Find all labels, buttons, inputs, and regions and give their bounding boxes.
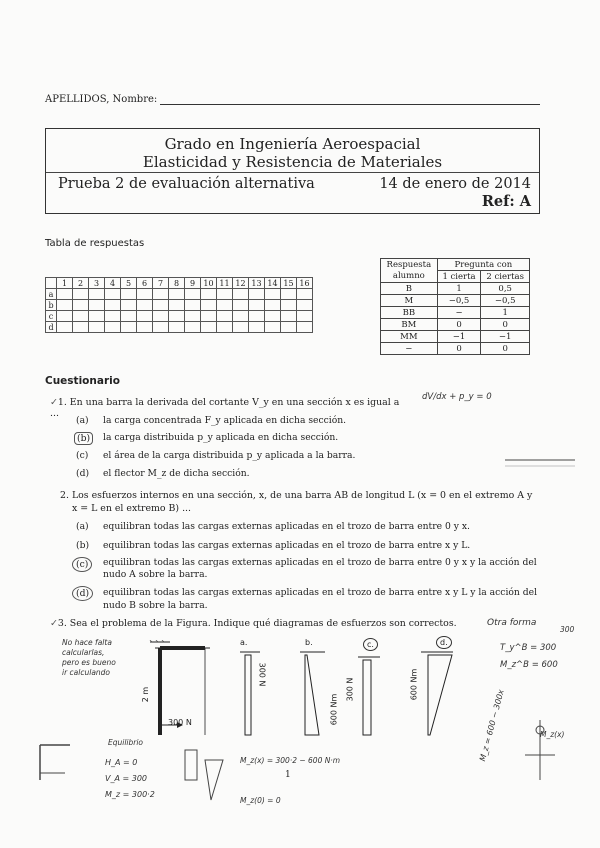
answer-cell[interactable] <box>281 300 297 311</box>
answer-cell[interactable] <box>137 322 153 333</box>
answer-cell[interactable] <box>105 322 121 333</box>
answer-cell[interactable] <box>105 300 121 311</box>
answer-cell[interactable] <box>121 311 137 322</box>
answer-cell[interactable] <box>153 300 169 311</box>
answer-cell[interactable] <box>217 300 233 311</box>
answer-row-label: d <box>46 322 57 333</box>
note-mz-right: M_z = 600 − 300x <box>478 688 506 763</box>
q3-text: Sea el problema de la Figura. Indique qué diagramas de esfuerzos son correctos. <box>69 618 457 629</box>
diagram-c <box>355 655 385 740</box>
answer-cell[interactable] <box>201 322 217 333</box>
q2-line1 <box>60 490 540 501</box>
answer-cell[interactable] <box>89 322 105 333</box>
sketch-mid <box>175 745 235 815</box>
answer-cell[interactable] <box>89 300 105 311</box>
note-eq-title: Equilibrio <box>108 738 144 747</box>
scoring-cell: −1 <box>481 331 530 343</box>
answer-col-header: 14 <box>265 278 281 289</box>
note-otra-forma: Otra forma <box>487 618 537 628</box>
degree-title: Grado en Ingeniería Aeroespacial <box>164 135 421 153</box>
answer-cell[interactable] <box>185 300 201 311</box>
scoring-table <box>380 258 530 355</box>
q1-text: En una barra la derivada del cortante V_y en una sección x es igual a ... <box>50 397 400 419</box>
answer-cell[interactable] <box>233 300 249 311</box>
exam-title: Prueba 2 de evaluación alternativa <box>58 176 315 192</box>
sketch-left <box>25 735 85 785</box>
exam-date: 14 de enero de 2014 <box>379 176 531 192</box>
scoring-cell: BM <box>381 319 438 331</box>
head-resp: Respuesta <box>381 259 438 271</box>
header-divider <box>46 172 539 173</box>
answer-cell[interactable] <box>169 300 185 311</box>
q1-opt-d[interactable]: (d) <box>76 468 90 479</box>
note-eq1: H_A = 0 <box>105 758 138 767</box>
q2-opt-d[interactable]: (d) <box>72 586 93 601</box>
answer-cell[interactable] <box>265 289 281 300</box>
answer-cell[interactable] <box>281 322 297 333</box>
note-mz: M_z^B = 600 <box>500 660 558 670</box>
diagram-c-label: 300 N <box>345 677 355 702</box>
q3: ✓3. Sea el problema de la Figura. Indique qué diagramas de esfuerzos son correctos. <box>50 618 457 629</box>
answer-table <box>45 277 313 333</box>
answers-title: Tabla de respuestas <box>45 238 145 249</box>
diagram-b-label: 600 Nm <box>329 693 339 726</box>
answer-cell[interactable] <box>73 322 89 333</box>
answer-cell[interactable] <box>89 311 105 322</box>
note-derivative: dV/dx + p_y = 0 <box>422 392 492 402</box>
scoring-cell: M <box>381 295 438 307</box>
answer-col-header: 12 <box>233 278 249 289</box>
answer-cell[interactable] <box>217 322 233 333</box>
answer-cell[interactable] <box>153 322 169 333</box>
answer-col-header: 10 <box>201 278 217 289</box>
answer-cell[interactable] <box>121 322 137 333</box>
answer-cell[interactable] <box>73 289 89 300</box>
scoring-cell: 0 <box>437 343 481 355</box>
answer-col-header: 8 <box>169 278 185 289</box>
scoring-cell: B <box>381 283 438 295</box>
answer-cell[interactable] <box>169 289 185 300</box>
head-2: 2 ciertas <box>481 271 530 283</box>
bar-sketch <box>500 450 580 470</box>
answer-cell[interactable] <box>201 289 217 300</box>
scoring-cell: −1 <box>437 331 481 343</box>
answer-cell[interactable] <box>265 322 281 333</box>
answer-col-header: 15 <box>281 278 297 289</box>
q1-opt-c[interactable]: (c) <box>76 450 89 461</box>
diagram-d-letter[interactable]: d. <box>436 636 452 649</box>
q2-opt-a[interactable]: (a) <box>76 521 89 532</box>
answer-col-header: 6 <box>137 278 153 289</box>
diagram-a-label: 300 N <box>257 662 267 687</box>
q2-num: 2. <box>60 490 69 501</box>
header-box <box>45 128 540 214</box>
answer-cell[interactable] <box>153 289 169 300</box>
dim-label: 2 m <box>141 686 151 703</box>
head-pregunta: Pregunta con <box>437 259 529 271</box>
answer-cell[interactable] <box>265 311 281 322</box>
answer-cell[interactable] <box>105 289 121 300</box>
q1-opt-d-text: el flector M_z de dicha sección. <box>103 468 250 479</box>
scoring-cell: 0 <box>481 343 530 355</box>
cuestionario-title: Cuestionario <box>45 375 120 387</box>
answer-cell[interactable] <box>249 322 265 333</box>
q1-opt-c-text: el área de la carga distribuida p_y aplicada a la barra. <box>103 450 356 461</box>
answer-cell[interactable] <box>201 311 217 322</box>
q1-opt-b-text: la carga distribuida p_y aplicada en dicha sección. <box>103 432 339 443</box>
load-label: 300 N <box>168 718 192 727</box>
sketch-right <box>520 710 580 790</box>
answer-cell[interactable] <box>89 289 105 300</box>
answer-cell[interactable] <box>73 300 89 311</box>
diagram-c-letter[interactable]: c. <box>363 638 378 651</box>
answer-col-header: 9 <box>185 278 201 289</box>
answer-cell[interactable] <box>233 289 249 300</box>
head-alumno: alumno <box>381 271 438 283</box>
head-1: 1 cierta <box>437 271 481 283</box>
note-eq2: V_A = 300 <box>105 774 148 783</box>
answer-cell[interactable] <box>297 322 313 333</box>
answer-cell[interactable] <box>265 300 281 311</box>
answer-cell[interactable] <box>73 311 89 322</box>
answer-cell[interactable] <box>185 322 201 333</box>
q1-opt-b[interactable]: (b) <box>74 432 93 445</box>
answer-row-label: b <box>46 300 57 311</box>
answer-cell[interactable] <box>137 300 153 311</box>
answer-cell[interactable] <box>281 311 297 322</box>
answer-col-header: 4 <box>105 278 121 289</box>
scoring-cell: 0,5 <box>481 283 530 295</box>
scoring-cell: 1 <box>437 283 481 295</box>
answer-cell[interactable] <box>121 300 137 311</box>
scoring-cell: MM <box>381 331 438 343</box>
q2-opt-d-text2: nudo B sobre la barra. <box>103 600 208 611</box>
answer-col-header: 7 <box>153 278 169 289</box>
answer-col-header: 1 <box>57 278 73 289</box>
scoring-cell: − <box>381 343 438 355</box>
q2-text1: Los esfuerzos internos en una sección, x, de una barra AB de longitud L (x = 0 en el extremo A y <box>71 490 533 501</box>
answer-col-header: 11 <box>217 278 233 289</box>
diagram-b-letter: b. <box>305 638 313 647</box>
answer-cell[interactable] <box>137 289 153 300</box>
answer-cell[interactable] <box>297 289 313 300</box>
q2-opt-c-text: equilibran todas las cargas externas aplicadas en el trozo de barra entre 0 y x y la acción del <box>103 557 537 568</box>
answer-cell[interactable] <box>57 322 73 333</box>
answer-col-header: 5 <box>121 278 137 289</box>
answer-cell[interactable] <box>169 311 185 322</box>
answer-cell[interactable] <box>217 311 233 322</box>
q2-opt-d-text: equilibran todas las cargas externas aplicadas en el trozo de barra entre x y L y la acción del <box>103 587 538 598</box>
scoring-cell: BB <box>381 307 438 319</box>
answer-col-header: 3 <box>89 278 105 289</box>
answer-cell[interactable] <box>185 311 201 322</box>
answer-cell[interactable] <box>217 289 233 300</box>
q2-opt-b[interactable]: (b) <box>76 540 90 551</box>
q1-num: 1. <box>57 397 67 408</box>
answer-cell[interactable] <box>105 311 121 322</box>
q2-text2: x = L en el extremo B) ... <box>72 503 192 514</box>
name-field[interactable] <box>160 104 540 105</box>
note-side: M_z(x) <box>540 730 565 739</box>
note-mz-x: M_z(x) = 300·2 − 600 N·m <box>240 756 341 765</box>
scoring-cell: 1 <box>481 307 530 319</box>
answer-cell[interactable] <box>153 311 169 322</box>
q3-num: 3. <box>57 618 67 629</box>
answer-col-header: 13 <box>249 278 265 289</box>
answer-col-header: 2 <box>73 278 89 289</box>
answer-corner <box>46 278 57 289</box>
scoring-cell: −0,5 <box>437 295 481 307</box>
answer-cell[interactable] <box>233 322 249 333</box>
note-left: No hace falta calcularlas, pero es bueno ir calculando <box>62 638 116 677</box>
page-number: 1 <box>285 770 291 780</box>
course-title: Elasticidad y Resistencia de Materiales <box>142 153 443 171</box>
note-eq3: M_z = 300·2 <box>105 790 155 799</box>
answer-cell[interactable] <box>169 322 185 333</box>
scoring-cell: −0,5 <box>481 295 530 307</box>
answer-cell[interactable] <box>201 300 217 311</box>
exam-ref: Ref: A <box>481 193 531 210</box>
q2-opt-b-text: equilibran todas las cargas externas aplicadas en el trozo de barra entre x y L. <box>103 540 471 551</box>
answer-cell[interactable] <box>57 311 73 322</box>
answer-row-label: a <box>46 289 57 300</box>
diagram-d <box>418 650 458 740</box>
note-ty: T_y^B = 300 <box>500 643 557 653</box>
answer-cell[interactable] <box>185 289 201 300</box>
answer-col-header: 16 <box>297 278 313 289</box>
note-300: 300 <box>560 625 575 634</box>
diagram-d-label: 600 Nm <box>409 668 419 701</box>
answer-cell[interactable] <box>281 289 297 300</box>
diagram-a-letter: a. <box>240 638 248 647</box>
answer-cell[interactable] <box>249 311 265 322</box>
answer-row-label: c <box>46 311 57 322</box>
answer-cell[interactable] <box>297 311 313 322</box>
answer-cell[interactable] <box>249 289 265 300</box>
scoring-cell: 0 <box>481 319 530 331</box>
q2-opt-c-text2: nudo A sobre la barra. <box>103 569 208 580</box>
q1: ✓1. En una barra la derivada del cortante V_y en una sección x es igual a ... <box>50 397 400 419</box>
q2-opt-c[interactable]: (c) <box>72 557 92 572</box>
answer-cell[interactable] <box>297 300 313 311</box>
answer-cell[interactable] <box>57 289 73 300</box>
answer-cell[interactable] <box>233 311 249 322</box>
note-mz-0: M_z(0) = 0 <box>240 796 281 805</box>
answer-cell[interactable] <box>137 311 153 322</box>
q2-opt-a-text: equilibran todas las cargas externas aplicadas en el trozo de barra entre 0 y x. <box>103 521 470 532</box>
answer-cell[interactable] <box>249 300 265 311</box>
name-label: APELLIDOS, Nombre: <box>45 94 158 105</box>
q1-opt-a-text: la carga concentrada F_y aplicada en dicha sección. <box>103 415 347 426</box>
q1-opt-a[interactable]: (a) <box>76 415 89 426</box>
scoring-cell: − <box>437 307 481 319</box>
answer-cell[interactable] <box>121 289 137 300</box>
scoring-cell: 0 <box>437 319 481 331</box>
answer-cell[interactable] <box>57 300 73 311</box>
